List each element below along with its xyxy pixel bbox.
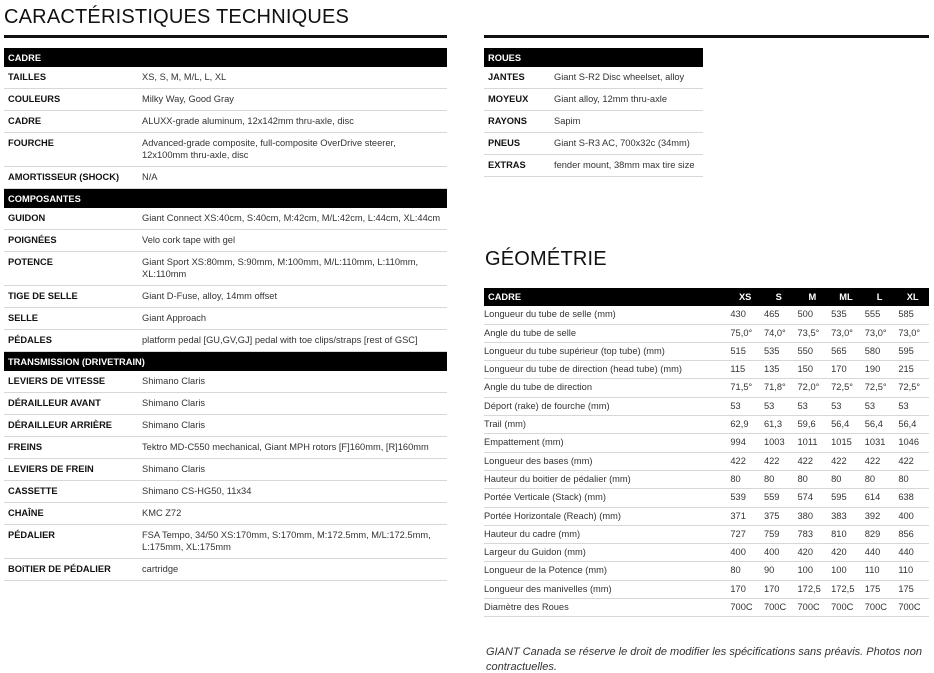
spec-table-left — [4, 48, 447, 581]
geometry-value: 783 — [796, 525, 830, 543]
geometry-label: Déport (rake) de fourche (mm) — [484, 397, 728, 415]
section-header — [484, 48, 703, 67]
geometry-label: Portée Verticale (Stack) (mm) — [484, 489, 728, 507]
geometry-value: 535 — [829, 306, 863, 324]
geometry-label: Empattement (mm) — [484, 434, 728, 452]
section-header-label: ROUES — [484, 48, 703, 67]
geometry-table — [484, 288, 929, 617]
geometry-value: 53 — [829, 397, 863, 415]
geometry-value: 110 — [863, 562, 897, 580]
spec-value: Giant Approach — [138, 308, 447, 330]
geometry-label: Diamètre des Roues — [484, 599, 728, 617]
geometry-label: Longueur du tube de selle (mm) — [484, 306, 728, 324]
geometry-row — [484, 562, 929, 580]
geometry-value: 550 — [796, 342, 830, 360]
geometry-value: 422 — [796, 452, 830, 470]
spec-key: POIGNÉES — [4, 230, 138, 252]
size-column-header: XS — [728, 288, 762, 306]
spec-key: CHAÎNE — [4, 503, 138, 525]
spec-row — [4, 481, 447, 503]
geometry-value: 392 — [863, 507, 897, 525]
spec-key: DÉRAILLEUR ARRIÈRE — [4, 415, 138, 437]
size-column-header: L — [863, 288, 897, 306]
geometry-value: 59,6 — [796, 416, 830, 434]
geometry-value: 73,0° — [896, 324, 929, 342]
spec-key: GUIDON — [4, 208, 138, 230]
spec-row — [4, 330, 447, 352]
spec-value: Shimano Claris — [138, 393, 447, 415]
geometry-value: 80 — [896, 470, 929, 488]
spec-key: SELLE — [4, 308, 138, 330]
geometry-label: Longueur des bases (mm) — [484, 452, 728, 470]
geometry-row — [484, 544, 929, 562]
spec-value: Giant S-R2 Disc wheelset, alloy — [550, 67, 703, 89]
geometry-value: 72,5° — [896, 379, 929, 397]
geometry-label: Trail (mm) — [484, 416, 728, 434]
spec-key: EXTRAS — [484, 155, 550, 177]
spec-row — [4, 371, 447, 393]
spec-key: CASSETTE — [4, 481, 138, 503]
spec-key: MOYEUX — [484, 89, 550, 111]
geometry-value: 172,5 — [829, 580, 863, 598]
spec-value: Shimano CS-HG50, 11x34 — [138, 481, 447, 503]
geometry-row — [484, 489, 929, 507]
geometry-value: 535 — [762, 342, 796, 360]
geometry-value: 190 — [863, 361, 897, 379]
spec-key: RAYONS — [484, 111, 550, 133]
geometry-value: 61,3 — [762, 416, 796, 434]
size-column-header: S — [762, 288, 796, 306]
spec-title-rule — [4, 35, 447, 38]
spec-row — [4, 393, 447, 415]
geometry-label: Angle du tube de selle — [484, 324, 728, 342]
spec-value: Shimano Claris — [138, 371, 447, 393]
geometry-value: 90 — [762, 562, 796, 580]
geometry-value: 135 — [762, 361, 796, 379]
section-header — [4, 189, 447, 209]
geometry-value: 420 — [829, 544, 863, 562]
spec-key: AMORTISSEUR (SHOCK) — [4, 167, 138, 189]
spec-key: TAILLES — [4, 67, 138, 89]
geometry-value: 994 — [728, 434, 762, 452]
geometry-value: 559 — [762, 489, 796, 507]
size-column-header: M — [796, 288, 830, 306]
geometry-row — [484, 599, 929, 617]
spec-key: LEVIERS DE FREIN — [4, 459, 138, 481]
spec-row — [4, 252, 447, 286]
geometry-value: 1015 — [829, 434, 863, 452]
geometry-value: 71,8° — [762, 379, 796, 397]
geometry-value: 170 — [728, 580, 762, 598]
geometry-value: 80 — [796, 470, 830, 488]
geometry-value: 420 — [796, 544, 830, 562]
size-column-header: XL — [896, 288, 929, 306]
geometry-value: 380 — [796, 507, 830, 525]
geometry-value: 72,5° — [863, 379, 897, 397]
geometry-value: 614 — [863, 489, 897, 507]
spec-key: BOîTIER DE PÉDALIER — [4, 559, 138, 581]
spec-key: FOURCHE — [4, 133, 138, 167]
spec-value: Shimano Claris — [138, 459, 447, 481]
geometry-value: 700C — [796, 599, 830, 617]
spec-value: Sapim — [550, 111, 703, 133]
spec-row — [484, 89, 703, 111]
spec-key: DÉRAILLEUR AVANT — [4, 393, 138, 415]
spec-key: POTENCE — [4, 252, 138, 286]
geometry-value: 727 — [728, 525, 762, 543]
geometry-value: 215 — [896, 361, 929, 379]
geometry-row — [484, 580, 929, 598]
spec-key: LEVIERS DE VITESSE — [4, 371, 138, 393]
geometry-value: 110 — [896, 562, 929, 580]
geometry-label: Hauteur du boitier de pédalier (mm) — [484, 470, 728, 488]
geometry-row — [484, 342, 929, 360]
geometry-value: 1003 — [762, 434, 796, 452]
spec-row — [4, 133, 447, 167]
section-header-label: TRANSMISSION (DRIVETRAIN) — [4, 352, 447, 372]
spec-key: COULEURS — [4, 89, 138, 111]
spec-value: Giant Connect XS:40cm, S:40cm, M:42cm, M/L:42cm, L:44cm, XL:44cm — [138, 208, 447, 230]
geometry-value: 515 — [728, 342, 762, 360]
geometry-row — [484, 434, 929, 452]
geometry-value: 700C — [829, 599, 863, 617]
geometry-value: 829 — [863, 525, 897, 543]
spec-value: Giant D-Fuse, alloy, 14mm offset — [138, 286, 447, 308]
spec-row — [484, 111, 703, 133]
geometry-value: 585 — [896, 306, 929, 324]
section-header — [4, 48, 447, 67]
geometry-label: Longueur du tube supérieur (top tube) (mm) — [484, 342, 728, 360]
spec-row — [484, 155, 703, 177]
spec-value: ALUXX-grade aluminum, 12x142mm thru-axle, disc — [138, 111, 447, 133]
spec-value: platform pedal [GU,GV,GJ] pedal with toe clips/straps [rest of GSC] — [138, 330, 447, 352]
spec-key: JANTES — [484, 67, 550, 89]
geometry-value: 62,9 — [728, 416, 762, 434]
geometry-value: 430 — [728, 306, 762, 324]
geometry-value: 74,0° — [762, 324, 796, 342]
geometry-value: 56,4 — [829, 416, 863, 434]
spec-value: cartridge — [138, 559, 447, 581]
geometry-row — [484, 525, 929, 543]
geometry-value: 810 — [829, 525, 863, 543]
geometry-label: Longueur de la Potence (mm) — [484, 562, 728, 580]
geometry-header-row — [484, 288, 929, 306]
spec-row — [4, 415, 447, 437]
geometry-label: Portée Horizontale (Reach) (mm) — [484, 507, 728, 525]
wheels-title-rule — [484, 35, 929, 38]
geometry-value: 565 — [829, 342, 863, 360]
geometry-value: 400 — [762, 544, 796, 562]
geometry-value: 56,4 — [896, 416, 929, 434]
geometry-value: 175 — [863, 580, 897, 598]
geometry-value: 72,5° — [829, 379, 863, 397]
geometry-value: 580 — [863, 342, 897, 360]
section-header — [4, 352, 447, 372]
geometry-value: 371 — [728, 507, 762, 525]
geometry-value: 500 — [796, 306, 830, 324]
spec-key: TIGE DE SELLE — [4, 286, 138, 308]
geometry-value: 422 — [728, 452, 762, 470]
geometry-value: 700C — [762, 599, 796, 617]
spec-value: Milky Way, Good Gray — [138, 89, 447, 111]
spec-key: PÉDALES — [4, 330, 138, 352]
spec-value: Advanced-grade composite, full-composite OverDrive steerer, 12x100mm thru-axle, disc — [138, 133, 447, 167]
spec-row — [4, 308, 447, 330]
geometry-value: 75,0° — [728, 324, 762, 342]
geometry-value: 383 — [829, 507, 863, 525]
geometry-value: 80 — [728, 562, 762, 580]
size-column-header: ML — [829, 288, 863, 306]
spec-key: CADRE — [4, 111, 138, 133]
geometry-row — [484, 361, 929, 379]
geometry-label: Angle du tube de direction — [484, 379, 728, 397]
geometry-value: 53 — [728, 397, 762, 415]
geometry-value: 80 — [829, 470, 863, 488]
spec-row — [484, 133, 703, 155]
geometry-row — [484, 416, 929, 434]
geometry-label: Largeur du Guidon (mm) — [484, 544, 728, 562]
spec-key: PÉDALIER — [4, 525, 138, 559]
geometry-value: 375 — [762, 507, 796, 525]
spec-value: Giant alloy, 12mm thru-axle — [550, 89, 703, 111]
spec-row — [4, 559, 447, 581]
geometry-value: 80 — [762, 470, 796, 488]
disclaimer-note: GIANT Canada se réserve le droit de modifier les spécifications sans préavis. Photos non contractuelles. — [486, 646, 922, 673]
geometry-row — [484, 379, 929, 397]
geometry-value: 539 — [728, 489, 762, 507]
geometry-value: 170 — [762, 580, 796, 598]
geometry-row — [484, 397, 929, 415]
geometry-value: 100 — [796, 562, 830, 580]
geometry-value: 422 — [863, 452, 897, 470]
geometry-value: 115 — [728, 361, 762, 379]
geometry-value: 175 — [896, 580, 929, 598]
spec-row — [4, 230, 447, 252]
geometry-label: Longueur des manivelles (mm) — [484, 580, 728, 598]
section-header-label: CADRE — [4, 48, 447, 67]
geometry-value: 72,0° — [796, 379, 830, 397]
geometry-value: 759 — [762, 525, 796, 543]
geometry-title: GÉOMÉTRIE — [485, 248, 607, 270]
geometry-value: 700C — [728, 599, 762, 617]
spec-value: fender mount, 38mm max tire size — [550, 155, 703, 177]
geometry-value: 700C — [896, 599, 929, 617]
spec-row — [4, 459, 447, 481]
geometry-value: 73,5° — [796, 324, 830, 342]
geometry-header-label: CADRE — [484, 288, 728, 306]
geometry-value: 700C — [863, 599, 897, 617]
geometry-value: 400 — [728, 544, 762, 562]
geometry-row — [484, 324, 929, 342]
geometry-value: 56,4 — [863, 416, 897, 434]
geometry-value: 1011 — [796, 434, 830, 452]
geometry-value: 1046 — [896, 434, 929, 452]
geometry-value: 80 — [863, 470, 897, 488]
geometry-value: 100 — [829, 562, 863, 580]
geometry-value: 150 — [796, 361, 830, 379]
spec-row — [4, 67, 447, 89]
spec-value: FSA Tempo, 34/50 XS:170mm, S:170mm, M:172.5mm, M/L:172.5mm, L:175mm, XL:175mm — [138, 525, 447, 559]
geometry-value: 53 — [762, 397, 796, 415]
geometry-value: 53 — [896, 397, 929, 415]
spec-row — [4, 208, 447, 230]
spec-value: Giant Sport XS:80mm, S:90mm, M:100mm, M/L:110mm, L:110mm, XL:110mm — [138, 252, 447, 286]
spec-key: FREINS — [4, 437, 138, 459]
spec-row — [4, 437, 447, 459]
geometry-value: 71,5° — [728, 379, 762, 397]
geometry-label: Hauteur du cadre (mm) — [484, 525, 728, 543]
geometry-value: 400 — [896, 507, 929, 525]
geometry-value: 555 — [863, 306, 897, 324]
spec-table-wheels — [484, 48, 703, 177]
spec-row — [4, 167, 447, 189]
geometry-label: Longueur du tube de direction (head tube) (mm) — [484, 361, 728, 379]
spec-title: CARACTÉRISTIQUES TECHNIQUES — [4, 6, 350, 28]
geometry-value: 574 — [796, 489, 830, 507]
spec-value: Giant S-R3 AC, 700x32c (34mm) — [550, 133, 703, 155]
geometry-value: 422 — [762, 452, 796, 470]
spec-value: KMC Z72 — [138, 503, 447, 525]
geometry-value: 638 — [896, 489, 929, 507]
geometry-row — [484, 452, 929, 470]
spec-row — [4, 525, 447, 559]
geometry-value: 172,5 — [796, 580, 830, 598]
spec-row — [4, 89, 447, 111]
spec-value: N/A — [138, 167, 447, 189]
geometry-value: 595 — [896, 342, 929, 360]
geometry-value: 595 — [829, 489, 863, 507]
geometry-value: 465 — [762, 306, 796, 324]
geometry-value: 53 — [796, 397, 830, 415]
geometry-row — [484, 507, 929, 525]
geometry-row — [484, 306, 929, 324]
geometry-value: 440 — [896, 544, 929, 562]
geometry-value: 1031 — [863, 434, 897, 452]
geometry-value: 73,0° — [829, 324, 863, 342]
spec-row — [484, 67, 703, 89]
geometry-value: 422 — [896, 452, 929, 470]
spec-value: Velo cork tape with gel — [138, 230, 447, 252]
spec-key: PNEUS — [484, 133, 550, 155]
spec-value: Tektro MD-C550 mechanical, Giant MPH rotors [F]160mm, [R]160mm — [138, 437, 447, 459]
geometry-row — [484, 470, 929, 488]
geometry-value: 53 — [863, 397, 897, 415]
spec-value: Shimano Claris — [138, 415, 447, 437]
geometry-value: 440 — [863, 544, 897, 562]
spec-row — [4, 503, 447, 525]
geometry-value: 170 — [829, 361, 863, 379]
spec-row — [4, 286, 447, 308]
geometry-value: 73,0° — [863, 324, 897, 342]
geometry-value: 422 — [829, 452, 863, 470]
geometry-value: 856 — [896, 525, 929, 543]
spec-value: XS, S, M, M/L, L, XL — [138, 67, 447, 89]
spec-row — [4, 111, 447, 133]
section-header-label: COMPOSANTES — [4, 189, 447, 209]
geometry-value: 80 — [728, 470, 762, 488]
